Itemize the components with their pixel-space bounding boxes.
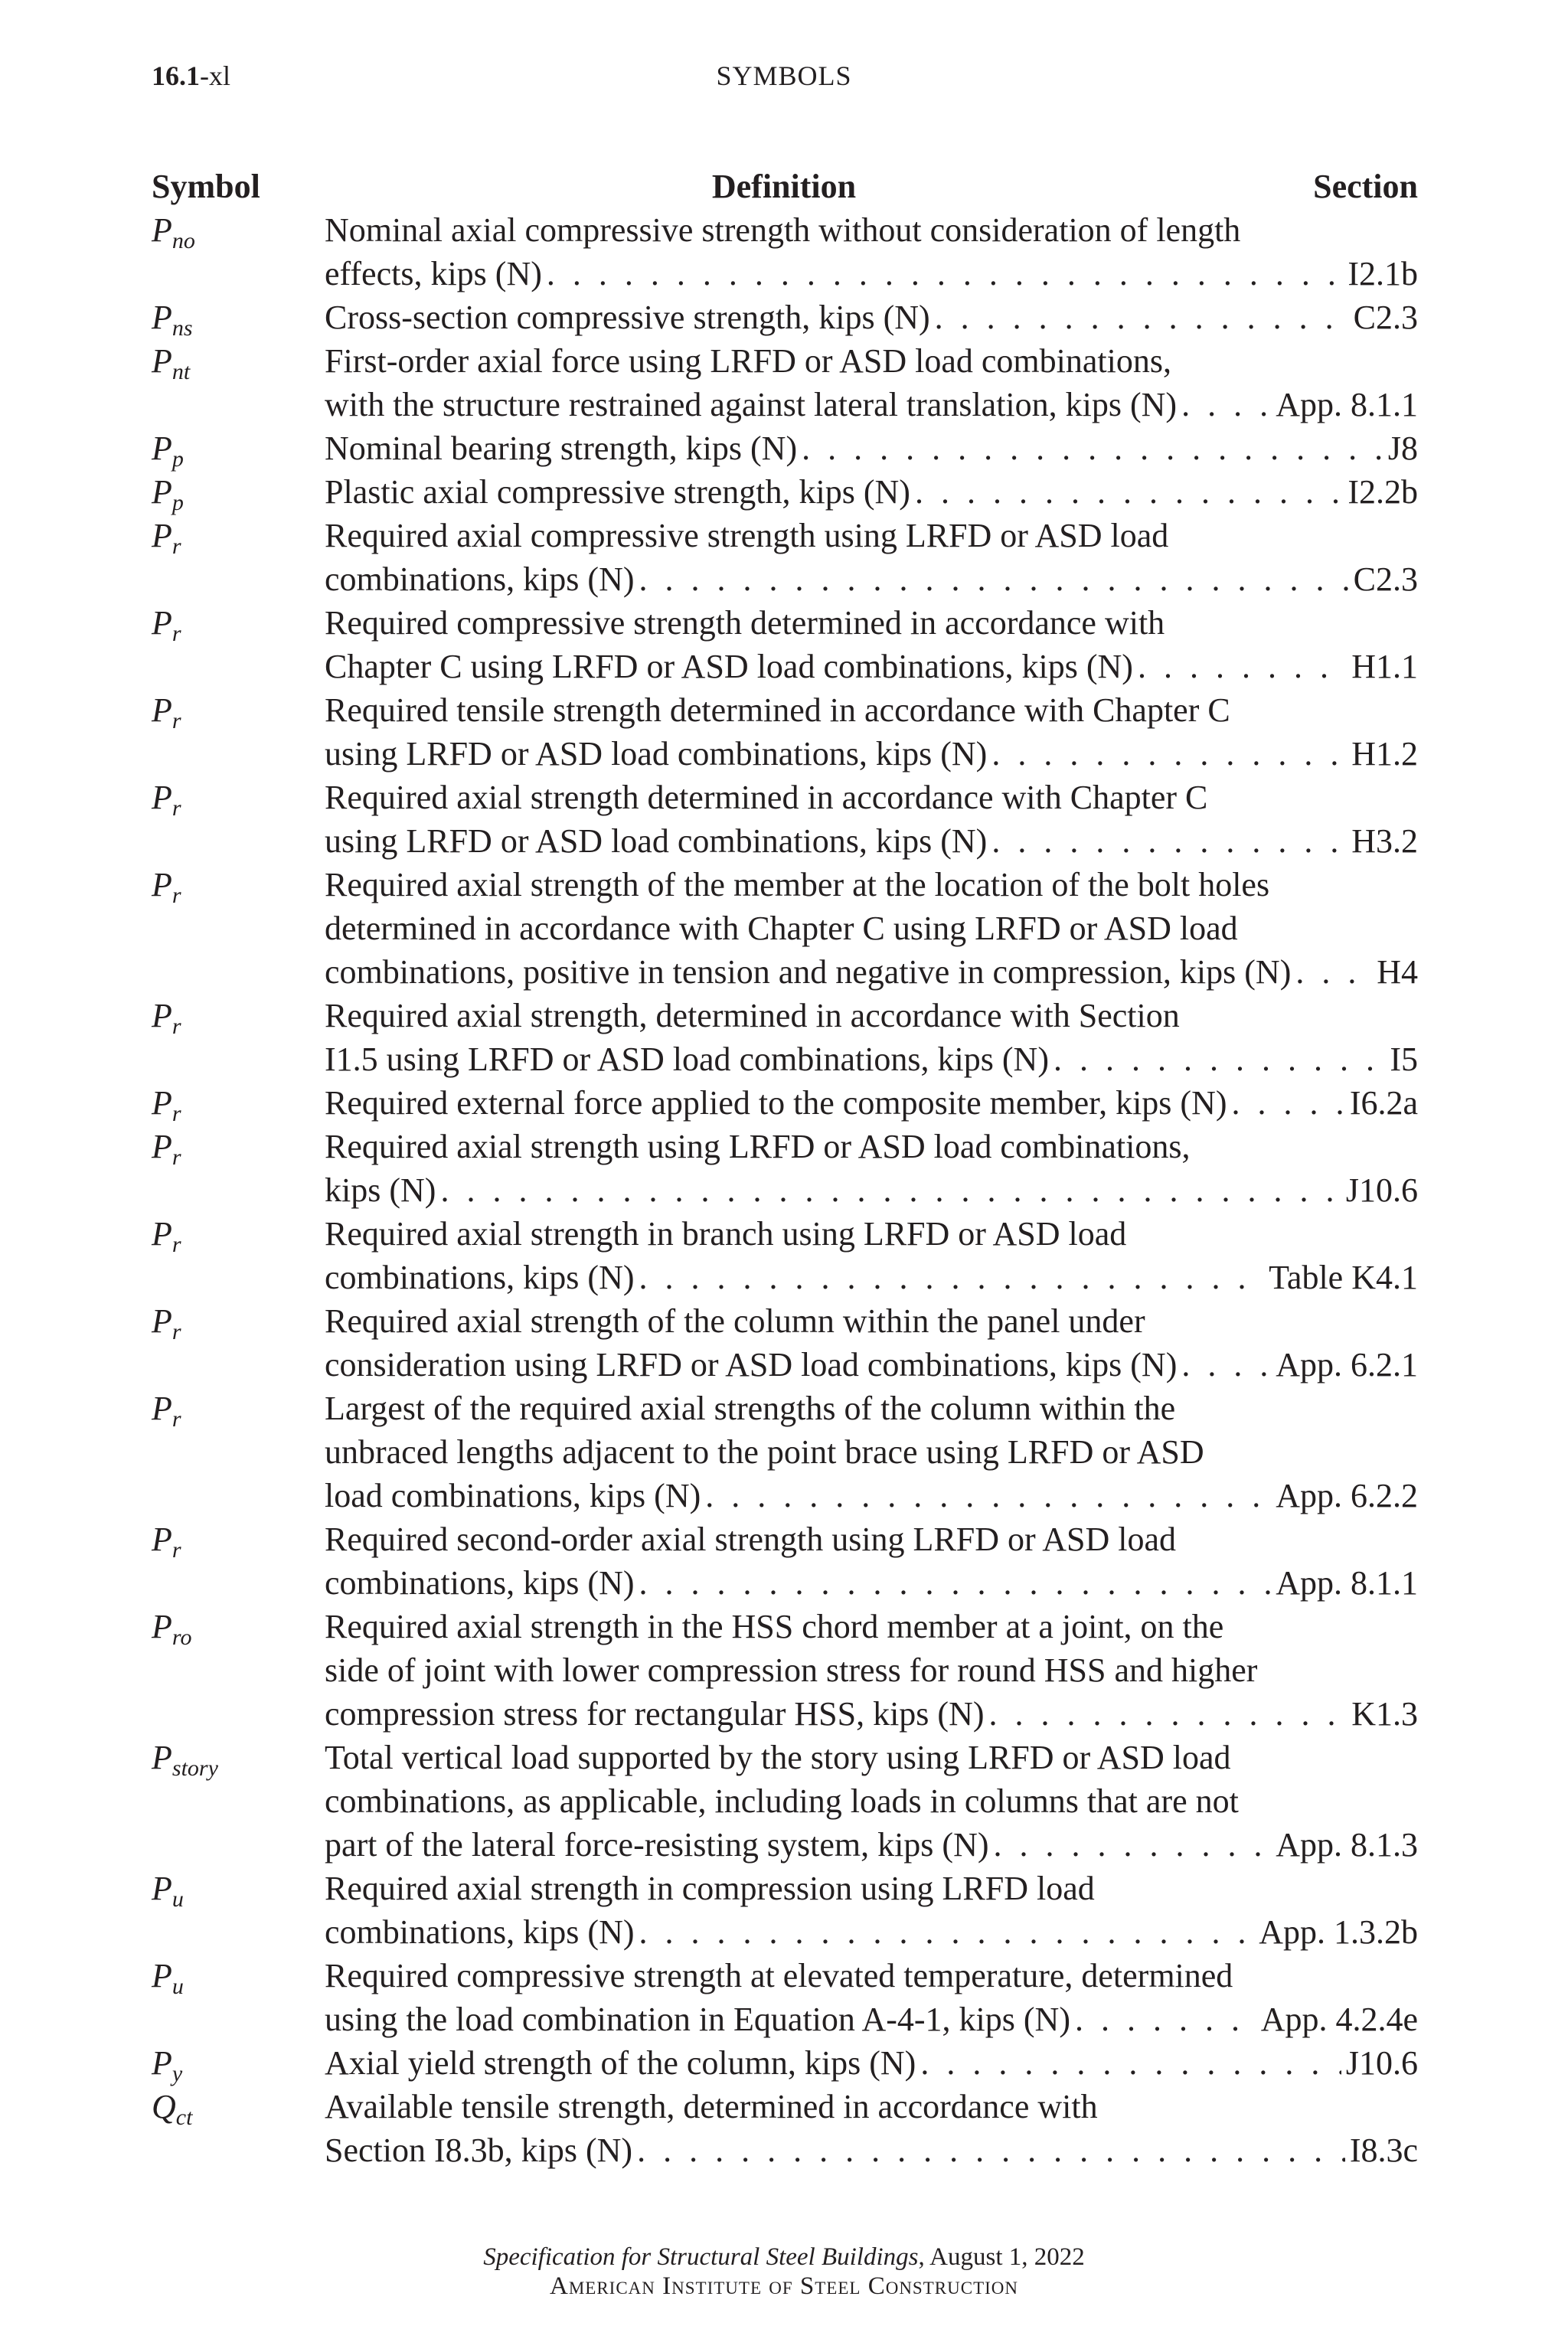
section-reference: J8 xyxy=(1387,430,1418,467)
symbol xyxy=(152,1517,181,1561)
definition-line: load combinations, kips (N) xyxy=(325,1477,701,1514)
definition xyxy=(325,1212,1418,1299)
definition-last-line xyxy=(325,557,1418,601)
symbol-letter: P xyxy=(152,997,172,1034)
symbol xyxy=(152,994,181,1037)
page-number-bold: 16.1 xyxy=(152,60,200,91)
symbol-letter: P xyxy=(152,517,172,554)
definition xyxy=(325,470,1418,514)
definition-line: Required compressive strength determined in accordance with xyxy=(325,604,1165,642)
definition-last-line xyxy=(325,1692,1418,1736)
footer-title: Specification for Structural Steel Buildings xyxy=(483,2243,919,2271)
symbol-letter: P xyxy=(152,1215,172,1253)
symbol xyxy=(152,1212,181,1256)
symbol-letter: P xyxy=(152,342,172,380)
definition-line: using LRFD or ASD load combinations, kips (N) xyxy=(325,735,988,773)
definition xyxy=(325,1605,1418,1736)
dot-leader xyxy=(1295,950,1372,994)
symbol-subscript: story xyxy=(172,1756,218,1781)
definition-line: combinations, as applicable, including loads in columns that are not xyxy=(325,1782,1239,1820)
section-reference: C2.3 xyxy=(1353,560,1418,598)
symbol xyxy=(152,2041,182,2085)
symbol-letter: P xyxy=(152,1870,172,1907)
definition-last-line xyxy=(325,1081,1418,1125)
symbol-letter: P xyxy=(152,299,172,336)
symbol-letter: P xyxy=(152,1302,172,1340)
definition-last-line xyxy=(325,645,1418,688)
definition-line: Total vertical load supported by the story using LRFD or ASD load xyxy=(325,1739,1231,1776)
dot-leader xyxy=(1181,383,1271,426)
symbol-entry xyxy=(152,208,1418,296)
symbol-subscript: y xyxy=(172,2061,183,2086)
symbol-entry xyxy=(152,1736,1418,1867)
symbol-letter: P xyxy=(152,1608,172,1645)
definition-last-line xyxy=(325,732,1418,776)
symbol-subscript: no xyxy=(172,228,195,253)
dot-leader xyxy=(935,296,1349,339)
definition-line: with the structure restrained against lateral translation, kips (N) xyxy=(325,386,1178,423)
definition xyxy=(325,2085,1418,2172)
definition-line: Required axial strength in compression using LRFD load xyxy=(325,1870,1095,1907)
definition-line: Required axial compressive strength using LRFD or ASD load xyxy=(325,517,1169,554)
definition-last-line xyxy=(325,426,1418,470)
symbol-list xyxy=(152,208,1418,2172)
definition-last-line xyxy=(325,1474,1418,1517)
dot-leader xyxy=(639,1256,1265,1299)
definition xyxy=(325,514,1418,601)
definition-last-line xyxy=(325,252,1418,296)
section-reference: App. 1.3.2b xyxy=(1259,1913,1418,1951)
definition-last-line xyxy=(325,1910,1418,1954)
symbol-subscript: r xyxy=(172,1319,181,1344)
definition xyxy=(325,1299,1418,1387)
symbol-subscript: ct xyxy=(175,2105,193,2130)
running-head: SYMBOLS xyxy=(716,60,852,91)
definition xyxy=(325,776,1418,863)
definition xyxy=(325,1387,1418,1517)
symbol-subscript: r xyxy=(172,1232,181,1257)
definition-last-line xyxy=(325,1256,1418,1299)
definition-last-line xyxy=(325,2128,1418,2172)
symbol-entry xyxy=(152,1125,1418,1212)
footer-publisher: American Institute of Steel Construction xyxy=(550,2272,1018,2300)
definition-line: Section I8.3b, kips (N) xyxy=(325,2132,633,2169)
definition-last-line xyxy=(325,2041,1418,2085)
definition-line: Required second-order axial strength using LRFD or ASD load xyxy=(325,1521,1177,1558)
definition-line: combinations, kips (N) xyxy=(325,1564,635,1602)
definition xyxy=(325,1867,1418,1954)
dot-leader xyxy=(989,1692,1348,1736)
definition-line: Chapter C using LRFD or ASD load combinations, kips (N) xyxy=(325,648,1133,685)
symbol-subscript: r xyxy=(172,1014,181,1039)
symbol-subscript: ro xyxy=(172,1625,192,1650)
definition-line: Required compressive strength at elevated temperature, determined xyxy=(325,1957,1233,1994)
definition-line: combinations, kips (N) xyxy=(325,1259,635,1296)
definition xyxy=(325,1954,1418,2041)
definition-line: side of joint with lower compression stress for round HSS and higher xyxy=(325,1651,1258,1689)
section-reference: H1.1 xyxy=(1351,648,1418,685)
definition xyxy=(325,2041,1418,2085)
definition-line: using LRFD or ASD load combinations, kips (N) xyxy=(325,822,988,860)
definition-line: Required tensile strength determined in accordance with Chapter C xyxy=(325,691,1230,729)
symbol-entry xyxy=(152,426,1418,470)
symbol-entry xyxy=(152,1867,1418,1954)
symbol-entry xyxy=(152,1954,1418,2041)
definition-line: Nominal axial compressive strength without consideration of length xyxy=(325,211,1241,249)
definition-last-line xyxy=(325,819,1418,863)
section-reference: App. 8.1.1 xyxy=(1276,386,1418,423)
symbol xyxy=(152,426,184,470)
symbol-subscript: r xyxy=(172,1145,181,1170)
symbol xyxy=(152,296,193,339)
page-number-suffix: -xl xyxy=(200,60,230,91)
symbol xyxy=(152,688,181,732)
symbol xyxy=(152,1081,181,1125)
symbol xyxy=(152,2085,192,2128)
section-reference: I5 xyxy=(1390,1040,1418,1078)
symbol-subscript: ns xyxy=(172,315,193,341)
definition-last-line xyxy=(325,1561,1418,1605)
symbol-letter: P xyxy=(152,1957,172,1994)
section-reference: App. 4.2.4e xyxy=(1260,2001,1418,2038)
section-reference: J10.6 xyxy=(1345,1171,1418,1209)
section-reference: I6.2a xyxy=(1349,1084,1418,1122)
symbol-entry xyxy=(152,1517,1418,1605)
definition-line: unbraced lengths adjacent to the point brace using LRFD or ASD xyxy=(325,1433,1204,1471)
symbol-subscript: u xyxy=(172,1974,184,1999)
symbol-entry xyxy=(152,470,1418,514)
symbol-entry xyxy=(152,1299,1418,1387)
symbol-entry xyxy=(152,1081,1418,1125)
section-reference: I2.1b xyxy=(1348,255,1418,292)
definition-line: kips (N) xyxy=(325,1171,436,1209)
symbol xyxy=(152,863,181,906)
definition xyxy=(325,863,1418,994)
symbol xyxy=(152,514,181,557)
definition xyxy=(325,426,1418,470)
symbol-entry xyxy=(152,296,1418,339)
definition-line: Plastic axial compressive strength, kips (N) xyxy=(325,473,910,511)
symbol-subscript: r xyxy=(172,1537,181,1563)
definition-line: Required axial strength using LRFD or ASD load combinations, xyxy=(325,1128,1191,1165)
symbol xyxy=(152,339,190,383)
symbol-letter: P xyxy=(152,1084,172,1122)
definition-line: Required external force applied to the composite member, kips (N) xyxy=(325,1084,1227,1122)
definition xyxy=(325,601,1418,688)
symbol xyxy=(152,1954,184,1998)
symbol-letter: P xyxy=(152,866,172,903)
definition-last-line xyxy=(325,1998,1418,2041)
symbol-subscript: r xyxy=(172,1101,181,1126)
column-header-definition: Definition xyxy=(711,168,857,205)
symbol-entry xyxy=(152,339,1418,426)
section-reference: App. 8.1.1 xyxy=(1276,1564,1418,1602)
definition xyxy=(325,1517,1418,1605)
symbol xyxy=(152,1605,191,1648)
dot-leader xyxy=(639,557,1349,601)
symbol xyxy=(152,1299,181,1343)
definition-line: Nominal bearing strength, kips (N) xyxy=(325,430,798,467)
symbol-subscript: p xyxy=(172,490,184,515)
section-reference: H3.2 xyxy=(1351,822,1418,860)
definition-line: effects, kips (N) xyxy=(325,255,542,292)
column-header-section: Section xyxy=(1313,168,1418,205)
definition-last-line xyxy=(325,383,1418,426)
section-reference: Table K4.1 xyxy=(1269,1259,1418,1296)
section-reference: C2.3 xyxy=(1353,299,1418,336)
definition xyxy=(325,1081,1418,1125)
symbol-entry xyxy=(152,2085,1418,2172)
definition-line: Axial yield strength of the column, kips (N) xyxy=(325,2044,916,2082)
definition-line: part of the lateral force-resisting system, kips (N) xyxy=(325,1826,989,1864)
symbol xyxy=(152,208,195,252)
definition-line: Required axial strength in branch using LRFD or ASD load xyxy=(325,1215,1127,1253)
symbol-letter: P xyxy=(152,691,172,729)
dot-leader xyxy=(1232,1081,1345,1125)
section-reference: I8.3c xyxy=(1349,2132,1418,2169)
dot-leader xyxy=(1138,645,1347,688)
symbol-entry xyxy=(152,2041,1418,2085)
symbol-subscript: r xyxy=(172,534,181,559)
definition-line: Available tensile strength, determined in accordance with xyxy=(325,2088,1098,2125)
definition-last-line xyxy=(325,1037,1418,1081)
definition-line: Required axial strength of the column within the panel under xyxy=(325,1302,1145,1340)
symbol-letter: P xyxy=(152,779,172,816)
definition-line: Required axial strength determined in accordance with Chapter C xyxy=(325,779,1208,816)
section-reference: H4 xyxy=(1377,953,1418,991)
dot-leader xyxy=(639,1910,1255,1954)
dot-leader xyxy=(705,1474,1271,1517)
symbol-letter: P xyxy=(152,1739,172,1776)
definition xyxy=(325,994,1418,1081)
symbol xyxy=(152,1867,184,1910)
section-reference: App. 6.2.1 xyxy=(1276,1346,1418,1383)
dot-leader xyxy=(637,2128,1345,2172)
definition xyxy=(325,688,1418,776)
symbol xyxy=(152,1736,218,1779)
symbol-entry xyxy=(152,1212,1418,1299)
symbol-letter: P xyxy=(152,604,172,642)
definition-last-line xyxy=(325,296,1418,339)
symbol xyxy=(152,776,181,819)
definition-line: consideration using LRFD or ASD load combinations, kips (N) xyxy=(325,1346,1178,1383)
symbol-entry xyxy=(152,601,1418,688)
definition-last-line xyxy=(325,470,1418,514)
dot-leader xyxy=(920,2041,1341,2085)
symbol-letter: P xyxy=(152,1521,172,1558)
definition xyxy=(325,296,1418,339)
symbol-letter: P xyxy=(152,211,172,249)
section-reference: I2.2b xyxy=(1348,473,1418,511)
symbol xyxy=(152,1387,181,1430)
symbol-subscript: nt xyxy=(172,359,191,384)
dot-leader xyxy=(1075,1998,1256,2041)
definition-line: Largest of the required axial strengths of the column within the xyxy=(325,1390,1176,1427)
definition-line: Required axial strength, determined in accordance with Section xyxy=(325,997,1180,1034)
symbol-subscript: u xyxy=(172,1886,184,1912)
definition-line: I1.5 using LRFD or ASD load combinations, kips (N) xyxy=(325,1040,1049,1078)
section-reference: J10.6 xyxy=(1345,2044,1418,2082)
symbol-subscript: r xyxy=(172,708,181,733)
dot-leader xyxy=(915,470,1343,514)
symbol-entry xyxy=(152,1387,1418,1517)
definition-last-line xyxy=(325,1823,1418,1867)
definition-line: compression stress for rectangular HSS, kips (N) xyxy=(325,1695,985,1733)
dot-leader xyxy=(1054,1037,1385,1081)
section-reference: App. 8.1.3 xyxy=(1276,1826,1418,1864)
section-reference: K1.3 xyxy=(1351,1695,1418,1733)
symbol-entry xyxy=(152,1605,1418,1736)
dot-leader xyxy=(440,1168,1341,1212)
footer-date: , August 1, 2022 xyxy=(918,2243,1085,2271)
definition xyxy=(325,208,1418,296)
symbol-letter: P xyxy=(152,430,172,467)
definition-line: determined in accordance with Chapter C using LRFD or ASD load xyxy=(325,910,1238,947)
dot-leader xyxy=(994,1823,1272,1867)
definition-line: Required axial strength of the member at the location of the bolt holes xyxy=(325,866,1270,903)
symbol-subscript: r xyxy=(172,883,181,908)
symbol xyxy=(152,601,181,645)
symbol-subscript: r xyxy=(172,621,181,646)
definition-line: First-order axial force using LRFD or ASD load combinations, xyxy=(325,342,1171,380)
definition-line: combinations, kips (N) xyxy=(325,1913,635,1951)
symbol-letter: P xyxy=(152,1390,172,1427)
section-reference: H1.2 xyxy=(1351,735,1418,773)
column-header-symbol: Symbol xyxy=(152,168,260,205)
symbol-entry xyxy=(152,776,1418,863)
definition-line: combinations, positive in tension and negative in compression, kips (N) xyxy=(325,953,1292,991)
definition-line: Cross-section compressive strength, kips (N) xyxy=(325,299,930,336)
footer-title-line xyxy=(0,2243,1568,2272)
symbol-entry xyxy=(152,994,1418,1081)
symbol-entry xyxy=(152,514,1418,601)
symbol xyxy=(152,1125,181,1168)
dot-leader xyxy=(991,819,1347,863)
dot-leader xyxy=(991,732,1347,776)
symbol-entry xyxy=(152,688,1418,776)
definition xyxy=(325,1125,1418,1212)
symbol-entry xyxy=(152,863,1418,994)
dot-leader xyxy=(547,252,1343,296)
definition-last-line xyxy=(325,950,1418,994)
dot-leader xyxy=(1181,1343,1271,1387)
symbol-subscript: p xyxy=(172,446,184,472)
definition xyxy=(325,1736,1418,1867)
symbol-letter: Q xyxy=(152,2088,176,2125)
dot-leader xyxy=(802,426,1383,470)
symbol xyxy=(152,470,184,514)
section-reference: App. 6.2.2 xyxy=(1276,1477,1418,1514)
definition xyxy=(325,339,1418,426)
dot-leader xyxy=(639,1561,1272,1605)
definition-line: combinations, kips (N) xyxy=(325,560,635,598)
definition-line: Required axial strength in the HSS chord member at a joint, on the xyxy=(325,1608,1224,1645)
symbol-subscript: r xyxy=(172,795,181,821)
definition-last-line xyxy=(325,1168,1418,1212)
symbol-letter: P xyxy=(152,1128,172,1165)
symbol-subscript: r xyxy=(172,1406,181,1432)
symbol-letter: P xyxy=(152,2044,172,2082)
definition-line: using the load combination in Equation A-4-1, kips (N) xyxy=(325,2001,1070,2038)
definition-last-line xyxy=(325,1343,1418,1387)
symbol-letter: P xyxy=(152,473,172,511)
